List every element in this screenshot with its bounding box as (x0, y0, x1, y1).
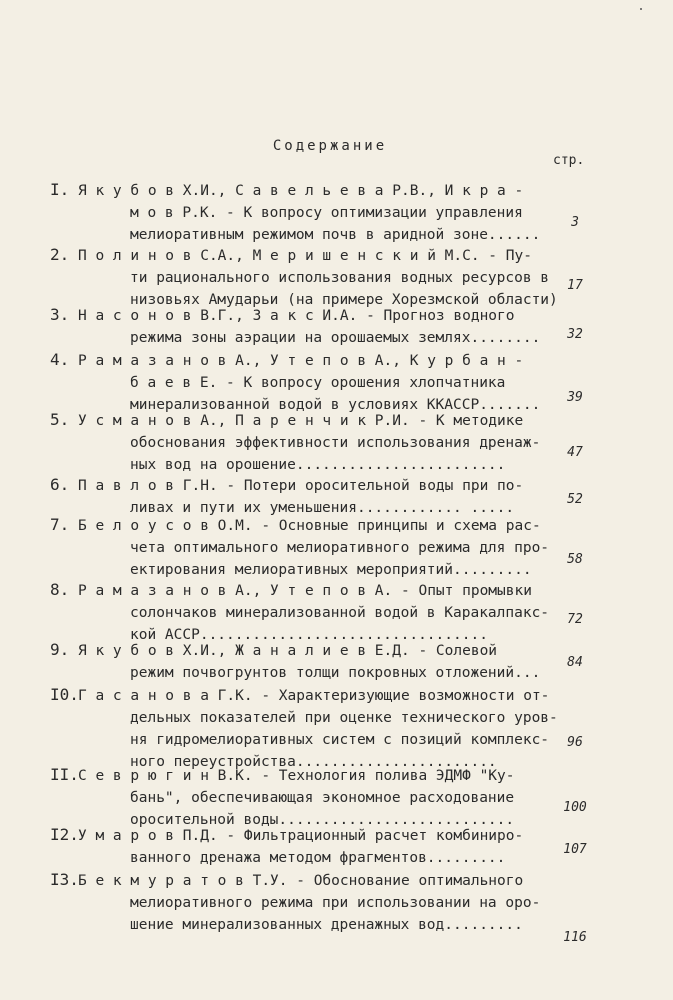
toc-entry (50, 410, 540, 476)
scan-speck (640, 8, 642, 10)
entry-authors-line: П а в л о в Г.Н. - Потери оросительной воды при по- (78, 478, 524, 494)
entry-title-line: ня гидромелиоративных систем с позиций комплекс- (130, 732, 550, 748)
entry-title-line: низовьях Амударьи (на примере Хорезмской области) (130, 292, 558, 308)
entry-page-number: 84 (567, 655, 583, 670)
entry-number: 3. (50, 305, 70, 324)
entry-title-line: ектирования мелиоративных мероприятий......... (130, 562, 532, 578)
toc-entry (50, 870, 540, 936)
entry-title-line: чета оптимального мелиоративного режима для про- (130, 540, 550, 556)
entry-title-line: ных вод на орошение........................ (130, 457, 506, 473)
entry-authors-line: Г а с а н о в а Г.К. - Характеризующие возможности от- (78, 688, 550, 704)
entry-authors-line: Р а м а з а н о в А., У т е п о в А. - Опыт промывки (78, 583, 532, 599)
entry-authors-line: У с м а н о в А., П а р е н ч и к Р.И. - К методике (78, 413, 524, 429)
entry-page-number: 58 (567, 552, 583, 567)
entry-number: 2. (50, 245, 70, 264)
entry-page-number: 52 (567, 492, 583, 507)
entry-page-number: 116 (563, 930, 587, 945)
toc-entry (50, 245, 558, 311)
entry-title-line: бань", обеспечивающая экономное расходование (130, 790, 515, 806)
entry-title-line: мелиоративным режимом почв в аридной зоне...... (130, 227, 541, 243)
toc-entry (50, 580, 550, 646)
entry-title-line: ти рационального использования водных ресурсов в (130, 270, 550, 286)
entry-page-number: 47 (567, 445, 583, 460)
entry-title-line: ливах и пути их уменьшения............ ..... (130, 500, 515, 516)
entry-title-line: мелиоративного режима при использовании на оро- (130, 895, 541, 911)
entry-authors-line: Б е к м у р а т о в Т.У. - Обоснование оптимального (78, 873, 524, 889)
entry-page-number: 96 (567, 735, 583, 750)
toc-entry (50, 825, 540, 869)
entry-authors-line: С е в р ю г и н В.К. - Технология полива ЭДМФ "Ку- (78, 768, 515, 784)
entry-title-line: шение минерализованных дренажных вод......... (130, 917, 523, 933)
entry-title-line: режим почвогрунтов толщи покровных отложений... (130, 665, 541, 681)
entry-authors-line: Р а м а з а н о в А., У т е п о в А., К у р б а н - (78, 353, 524, 369)
entry-number: II. (50, 765, 79, 784)
toc-entry (50, 765, 540, 831)
entry-page-number: 72 (567, 612, 583, 627)
entry-authors-line: Я к у б о в Х.И., С а в е л ь е в а Р.В., И к р а - (78, 183, 524, 199)
entry-page-number: 32 (567, 327, 583, 342)
entry-title-line: обоснования эффективности использования дренаж- (130, 435, 541, 451)
entry-authors-line: У м а р о в П.Д. - Фильтрационный расчет комбиниро- (78, 828, 524, 844)
toc-entry (50, 350, 540, 416)
toc-entry (50, 180, 540, 246)
toc-entry (50, 305, 540, 349)
entry-title-line: ного переустройства....................... (130, 754, 497, 770)
entry-title-line: режима зоны аэрации на орошаемых землях........ (130, 330, 541, 346)
entry-page-number: 107 (563, 842, 587, 857)
entry-number: I0. (50, 685, 79, 704)
entry-number: I3. (50, 870, 79, 889)
entry-authors-line: П о л и н о в С.А., М е р и ш е н с к и й М.С. - Пу- (78, 248, 532, 264)
entry-number: 6. (50, 475, 70, 494)
entry-title-line: б а е в Е. - К вопросу орошения хлопчатника (130, 375, 506, 391)
entry-number: 7. (50, 515, 70, 534)
toc-entry (50, 475, 540, 519)
entry-authors-line: Н а с о н о в В.Г., З а к с И.А. - Прогноз водного (78, 308, 515, 324)
entry-page-number: 17 (567, 278, 583, 293)
entry-authors-line: Б е л о у с о в О.М. - Основные принципы и схема рас- (78, 518, 541, 534)
entry-number: 5. (50, 410, 70, 429)
entry-title-line: м о в Р.К. - К вопросу оптимизации управления (130, 205, 523, 221)
entry-number: 4. (50, 350, 70, 369)
entry-title-line: минерализованной водой в условиях ККАССР....... (130, 397, 541, 413)
toc-entry (50, 515, 550, 581)
toc-entry (50, 640, 540, 684)
entry-page-number: 3 (571, 215, 579, 230)
entry-title-line: дельных показателей при оценке технического уров- (130, 710, 558, 726)
entry-title-line: оросительной воды........................... (130, 812, 515, 828)
entry-title-line: кой АССР................................. (130, 627, 488, 643)
entry-number: I2. (50, 825, 79, 844)
entry-number: 9. (50, 640, 70, 659)
toc-entry (50, 685, 558, 773)
page-column-label: стр. (553, 153, 585, 168)
entry-page-number: 100 (563, 800, 587, 815)
entry-number: 8. (50, 580, 70, 599)
entry-title-line: солончаков минерализованной водой в Каракалпакс- (130, 605, 550, 621)
page-title: Содержание (272, 138, 388, 154)
entry-number: I. (50, 180, 70, 199)
entry-title-line: ванного дренажа методом фрагментов......... (130, 850, 506, 866)
entry-page-number: 39 (567, 390, 583, 405)
entry-authors-line: Я к у б о в Х.И., Ж а н а л и е в Е.Д. - Солевой (78, 643, 498, 659)
